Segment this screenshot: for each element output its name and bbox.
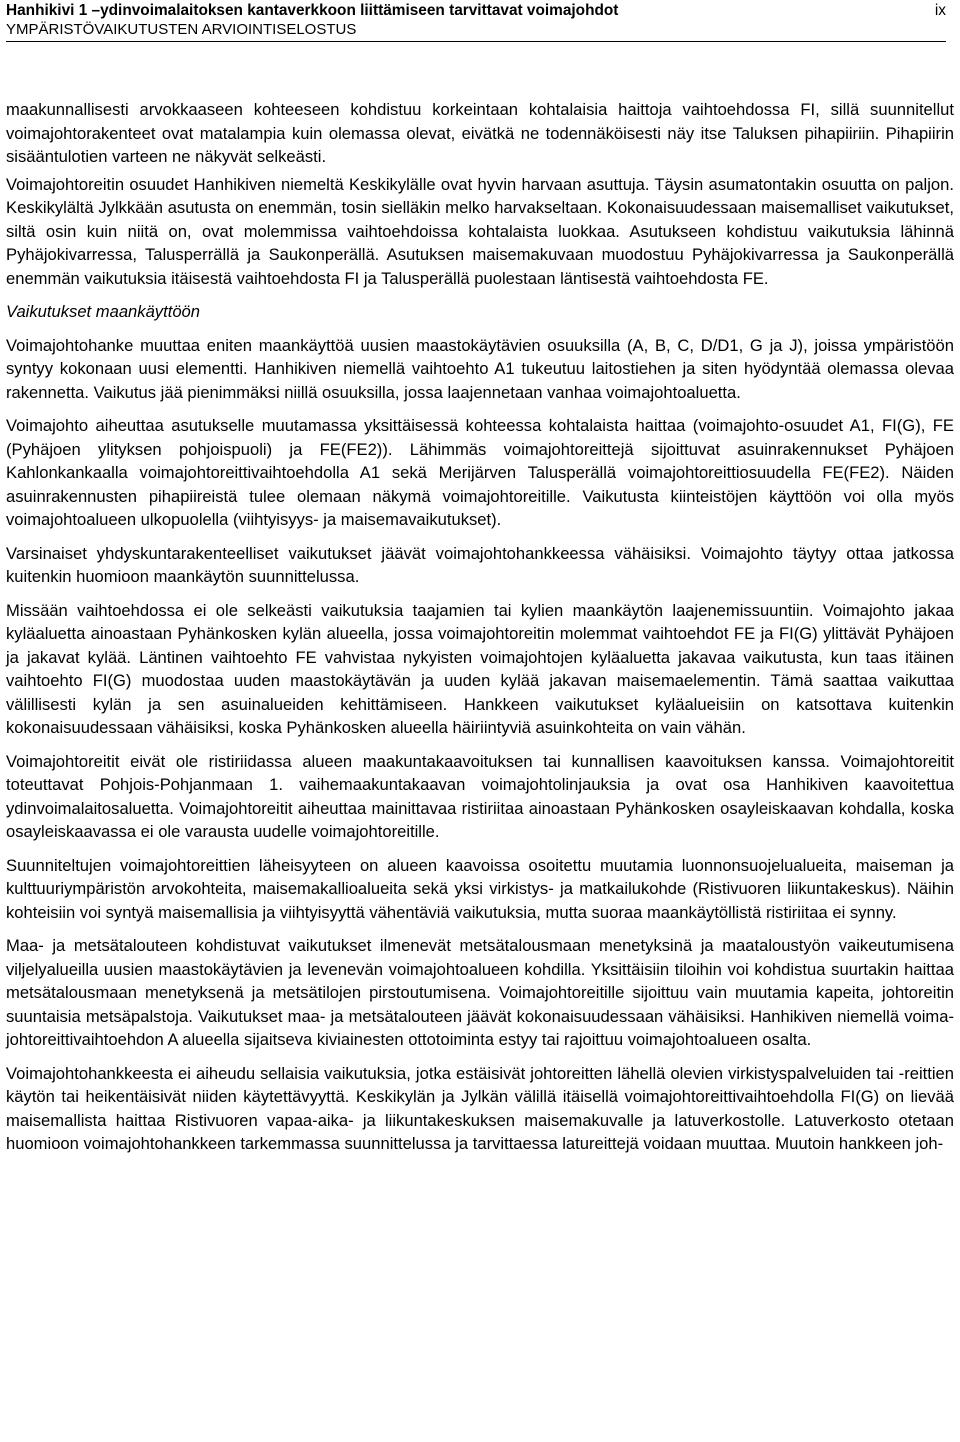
paragraph: Voimajohtoreitit eivät ole ristiriidassa alueen maakuntakaavoituksen tai kunnallisen kaavoituksen kanssa. Voimajohtoreitit toteuttavat Pohjois-Pohjanmaan 1. vaihemaakuntakaavan voimajohtolinjauksia ja ovat osa Hanhikiven kaavoitettua ydinvoimalaitosaluetta. Voimajohtoreitit aiheuttaa mainittavaa ristiriitaa ainoastaan Pyhänkosken osayleiskaavan kohdalla, koska osayleiskaavassa ei ole varausta uudelle voimajohtoreitille. [6, 751, 954, 841]
document-title: Hanhikivi 1 –ydinvoimalaitoksen kantaverkkoon liittämiseen tarvittavat voimajohdot [6, 2, 619, 19]
paragraph: Voimajohtohanke muuttaa eniten maankäyttöä uusien maastokäytävien osuuksilla (A, B, C, D/D1, G ja J), joissa ympäristöön syntyy kokonaan uusi elementti. Hanhikiven niemellä vaihtoehto A1 tukeutuu laitostiehen ja siten hyödyntää olemassa olevaa rakennetta. Vaikutus jää pienimmäksi niillä osuuksilla, jossa laajennetaan vanhaa voimajohtoaluetta. [6, 335, 954, 402]
paragraph: Voimajohtohankkeesta ei aiheudu sellaisia vaikutuksia, jotka estäisivät johtoreitten lähellä olevien virkistyspalveluiden tai -reittien käytön tai heikentäisivät niiden käytettävyyttä. Keskikylän ja Jylkän välillä itäisellä voimajohtoreittivaihtoehdolla FI(G) on lievää maisemallista haittaa Ristivuoren vapaa-aika- ja liikuntakeskuksen maisemakuvalle ja latuverkostolle. Latuverkosto otetaan huomioon voimajohtohankkeen tarkemmassa suunnittelussa ja tarvittaessa latureittejä voidaan muuttaa. Muutoin hankkeen joh- [6, 1063, 954, 1153]
document-body [6, 98, 954, 1166]
document-subtitle: YMPÄRISTÖVAIKUTUSTEN ARVIOINTISELOSTUS [6, 21, 357, 38]
paragraph: Varsinaiset yhdyskuntarakenteelliset vaikutukset jäävät voimajohtohankkeessa vähäisiksi. Voimajohto täytyy ottaa jatkossa kuitenkin huomioon maankäytön suunnittelussa. [6, 543, 954, 586]
section-heading: Vaikutukset maankäyttöön [6, 302, 201, 321]
paragraph: Voimajohto aiheuttaa asutukselle muutamassa yksittäisessä kohteessa kohtalaista haittaa (voimajohto-osuudet A1, FI(G), FE (Pyhäjoen ylityksen pohjoispuoli) ja FE(FE2)). Lähimmäs voimajohtoreittejä sijoittuvat asuinrakennukset Pyhäjoen Kahlonkankaalla voimajohtoreittivaihtoehdolla A1 sekä Merijärven Talusperällä voimajohtoreittiosuudella FE(FE2). Näiden asuinrakennusten pihapiireistä tulee olemaan näkymä voimajohtoreitille. Vaikutusta kiinteistöjen käyttöön voi olla myös voimajohtoalueen ulkopuolella (viihtyisyys- ja maisemavaikutukset). [6, 416, 954, 529]
header-divider [6, 41, 946, 42]
paragraph: Voimajohtoreitin osuudet Hanhikiven niemeltä Keskikylälle ovat hyvin harvaan asuttuja. Täysin asumatontakin osuutta on paljon. Keskikylältä Jylkkään asutusta on enemmän, tosin sielläkin melko harvakseltaan. Kokonaisuudessaan maisemalliset vaikutukset, siltä osin kuin niitä on, ovat molemmissa vaihtoehdoissa kohtalaista luokkaa. Asutukseen kohdistuu vaikutuksia lähinnä Pyhäjokivarressa, Talusperrällä ja Saukonperällä. Asutuksen maisemakuvaan muodostuu Pyhäjokivarressa ja Saukonperällä enemmän vaikutuksia itäisestä vaihtoehdosta FI ja Talusperällä puolestaan läntisestä vaihtoehdosta FE. [6, 174, 954, 288]
paragraph: Suunniteltujen voimajohtoreittien läheisyyteen on alueen kaavoissa osoitettu muutamia luonnonsuojelualueita, maiseman ja kulttuuriympäristön arvokohteita, maisemakallioalueita sekä yksi virkistys- ja matkailukohde (Ristivuoren liikuntakeskus). Näihin kohteisiin voi syntyä maisemallisia ja viihtyisyyttä vähentäviä vaikutuksia, mutta suoraa maankäytöllistä ristiriitaa ei synny. [6, 855, 954, 922]
page-number: ix [934, 2, 946, 19]
paragraph: maakunnallisesti arvokkaaseen kohteeseen kohdistuu korkeintaan kohtalaisia haittoja vaihtoehdossa FI, sillä suunnitellut voimajohtorakenteet ovat matalampia kuin olemassa olevat, eivätkä ne todennäköisesti näy itse Taluksen pihapiiriin. Pihapiirin sisääntulotien varteen ne näkyvät selkeästi. [6, 100, 954, 166]
page-header [6, 0, 946, 44]
paragraph: Missään vaihtoehdossa ei ole selkeästi vaikutuksia taajamien tai kylien maankäytön laajenemissuuntiin. Voimajohto jakaa kyläaluetta ainoastaan Pyhänkosken kylän alueella, jossa voimajohtoreitin molemmat vaihtoehdot FE ja FI(G) ylittävät Pyhäjoen ja jakavat kylää. Läntinen vaihtoehto FE vahvistaa nykyisten voimajohtojen kyläaluetta jakavaa vaikutusta, kun taas itäinen vaihtoehto FI(G) muodostaa uuden maastokäytävän ja uuden kylää jakavan maisemaelementin. Tämä saattaa vaikuttaa välillisesti kylän ja sen asuinalueiden kehittämiseen. Hankkeen vaikutukset kyläalueisiin on katsottava kuitenkin kokonaisuudessaan vähäisiksi, koska Pyhänkosken alueella häiriintyviä asuinkohteita on vain vähän. [6, 600, 954, 737]
paragraph: Maa- ja metsätalouteen kohdistuvat vaikutukset ilmenevät metsätalousmaan menetyksinä ja maataloustyön vaikeutumisena viljelyalueilla uusien maastokäytävien ja levenevän voimajohtoalueen kohdilla. Yksittäisiin tiloihin voi kohdistua suurtakin haittaa metsätalousmaan menetyksenä ja metsätilojen pirstoutumisena. Voimajohtoreitille sijoittuu vain muutamia kapeita, johtoreitin suuntaisia metsäpalstoja. Vaikutukset maa- ja metsätalouteen jäävät kokonaisuudessaan vähäisiksi. Hanhikiven niemellä voimajohtoreittivaihtoehdon A alueella sijaitseva kiviainesten ottotoiminta estyy tai rajoittuu voimajohtoalueen osalta. [6, 936, 954, 1049]
